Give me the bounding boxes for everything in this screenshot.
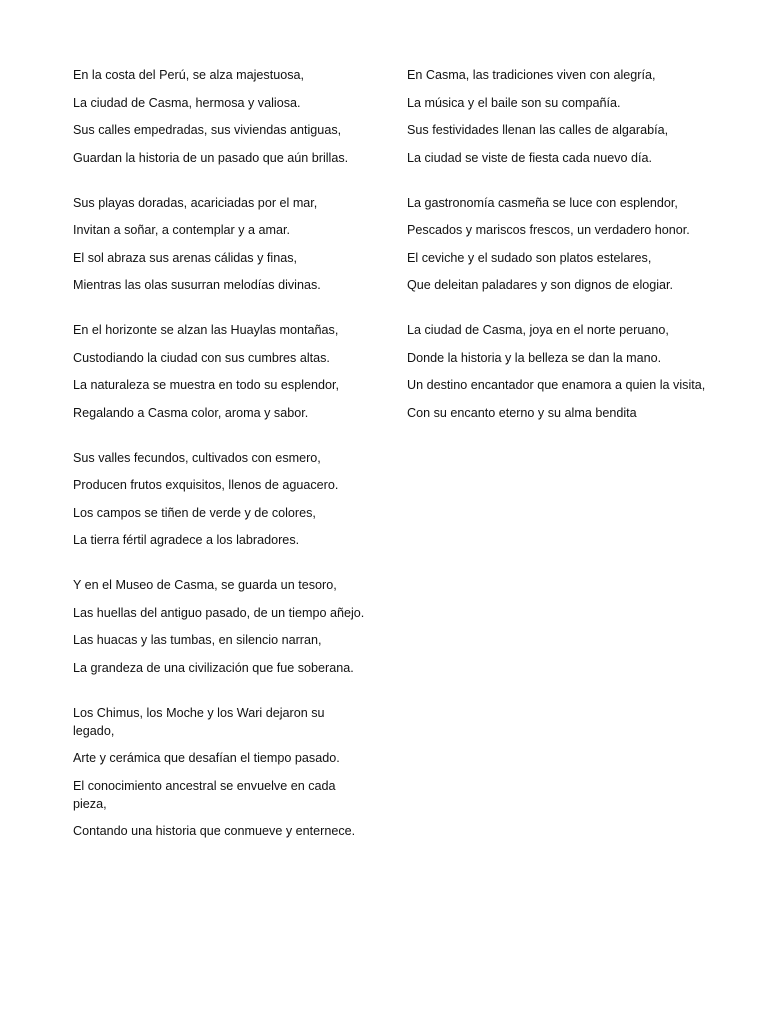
stanza xyxy=(73,194,365,295)
stanza xyxy=(73,66,365,167)
poem-line: El sol abraza sus arenas cálidas y finas, xyxy=(73,250,298,265)
poem-line: La gastronomía casmeña se luce con esplendor, xyxy=(407,195,678,210)
left-column xyxy=(73,66,365,867)
poem-line: El ceviche y el sudado son platos estelares, xyxy=(407,250,652,265)
poem-line: Mientras las olas susurran melodías divinas. xyxy=(73,278,321,292)
stanza xyxy=(73,576,365,677)
poem-line: Sus playas doradas, acariciadas por el mar, xyxy=(73,195,318,210)
poem-line: En Casma, las tradiciones viven con alegría, xyxy=(407,68,656,82)
poem-line: La ciudad de Casma, joya en el norte peruano, xyxy=(407,323,669,337)
poem-line: Regalando a Casma color, aroma y sabor. xyxy=(73,405,309,420)
poem-line: La tierra fértil agradece a los labradores. xyxy=(73,533,300,547)
poem-line: Sus valles fecundos, cultivados con esmero, xyxy=(73,450,321,465)
stanza xyxy=(407,66,707,167)
poem-line: Producen frutos exquisitos, llenos de aguacero. xyxy=(73,478,339,492)
poem-line: Pescados y mariscos frescos, un verdadero honor. xyxy=(407,223,690,237)
poem-line: Invitan a soñar, a contemplar y a amar. xyxy=(73,223,291,237)
poem-line: Guardan la historia de un pasado que aún brillas. xyxy=(73,150,349,165)
poem-line: Arte y cerámica que desafían el tiempo pasado. xyxy=(73,751,340,765)
stanza xyxy=(407,194,707,295)
poem-line: Y en el Museo de Casma, se guarda un tesoro, xyxy=(73,578,337,592)
poem-line: Los campos se tiñen de verde y de colores, xyxy=(73,505,316,520)
poem-line: En el horizonte se alzan las Huaylas montañas, xyxy=(73,323,339,337)
poem-line: Custodiando la ciudad con sus cumbres altas. xyxy=(73,350,330,365)
stanza xyxy=(73,449,365,550)
poem-line: Donde la historia y la belleza se dan la mano. xyxy=(407,350,662,365)
poem-line: Contando una historia que conmueve y enternece. xyxy=(73,824,356,838)
poem-line: Las huellas del antiguo pasado, de un tiempo añejo. xyxy=(73,605,365,620)
poem-line: Sus calles empedradas, sus viviendas antiguas, xyxy=(73,123,342,137)
poem-line: Las huacas y las tumbas, en silencio narran, xyxy=(73,633,322,647)
poem-line: La música y el baile son su compañía. xyxy=(407,95,621,110)
poem-line: Los Chimus, los Moche y los Wari dejaron su legado, xyxy=(73,705,325,738)
poem-line: La ciudad de Casma, hermosa y valiosa. xyxy=(73,95,301,110)
poem-line: La naturaleza se muestra en todo su esplendor, xyxy=(73,378,340,392)
poem-line: Con su encanto eterno y su alma bendita xyxy=(407,405,637,420)
poem-line: El conocimiento ancestral se envuelve en cada pieza, xyxy=(73,778,336,811)
poem-line: En la costa del Perú, se alza majestuosa, xyxy=(73,68,305,82)
poem-line: Un destino encantador que enamora a quien la visita, xyxy=(407,378,706,392)
poem-line: La ciudad se viste de fiesta cada nuevo día. xyxy=(407,150,653,165)
poem-line: La grandeza de una civilización que fue soberana. xyxy=(73,660,354,675)
poem-line: Sus festividades llenan las calles de algarabía, xyxy=(407,123,669,137)
poem-line: Que deleitan paladares y son dignos de elogiar. xyxy=(407,278,674,292)
stanza xyxy=(73,321,365,422)
right-column xyxy=(407,66,707,449)
stanza xyxy=(73,704,365,841)
stanza xyxy=(407,321,707,422)
